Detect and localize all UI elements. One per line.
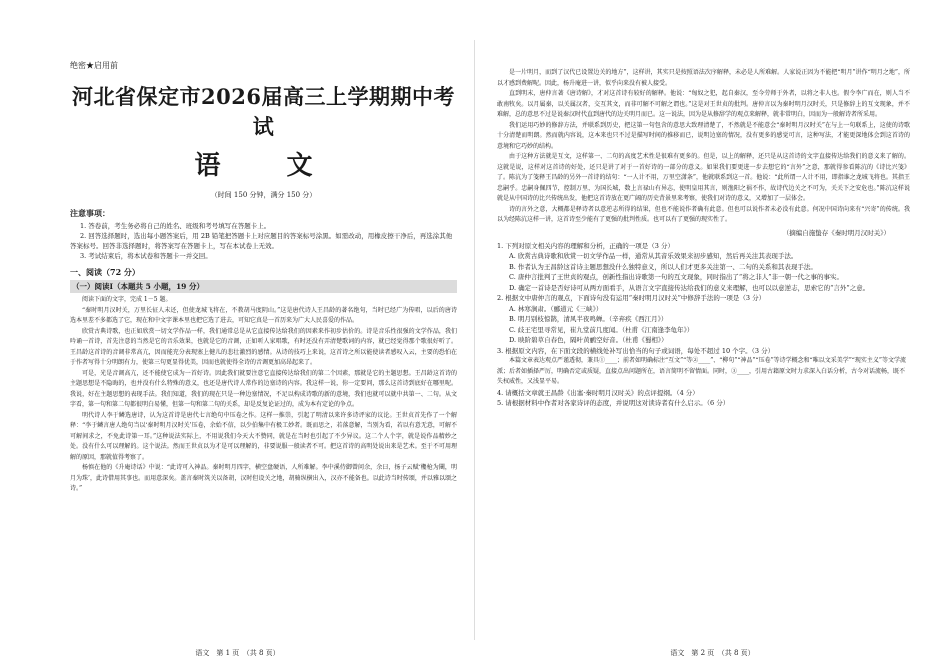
option-d: D. 映阶碧草自春色，隔叶黄鹂空好音。（杜甫《蜀相》） <box>509 336 668 344</box>
option-c: C. 歧王宅里寻常见，崔九堂前几度闻。（杜甫《江南逢李龟年》） <box>509 325 694 334</box>
page-footer: 语文 第 2 页 （共 8 页） <box>670 649 755 657</box>
passage-paragraph: 直到明末，唐仲言著《唐诗解》，才对这首诗有较好的解释。他说：“匈奴之犯，起自秦汉，至今劳师于外者，以将之非人也。假令李广而在，则人当不敢南牧矣。以月属秦，以关属汉者，交互其文，而非可解不可解之谓也。”这是对王世贞的批判。唐仲言以为秦时明月汉时关，只是修辞上的互文现象，并不难解，总的意思不过是说秦汉时代直到唐代的边关明月而已。这一说法，因为是从修辞学的观点来解释，就非常明白，因而为一般解诗者所采用。 <box>497 90 910 118</box>
passage-paragraph: 欣赏古典诗歌，也正如欣赏一切文学作品一样，我们通常总是从它直接传达给我们的因素来作初步估价的。诗是音乐性很强的文学作品，我们吟诵一首诗，首先注意的当然是它的音乐效果，也就是它的音调，正如听人家唱歌，有时还没有弄清楚歌词的内容，就已经觉得那个歌很好听了。王昌龄这首诗的音调非常高亢，因而能充分表现塞上健儿的悲壮激烈的感情。从诗的技巧上来说，这首诗之所以能使读者感叹入云，主要的恐怕在于作者写得十分明朗有力，使第三句更显得优美，因而也就使得全诗的音调更加高昂起来了。 <box>70 327 457 366</box>
fill-in-passage: 本篇文章表达观点严谨透彻，兼具①____；前者如明确标注“互文”“等②____”、“柳句”“神品”“压卷”等诗学概念和“唯以文采美学”“现实主义”等文学流派；后者如插择严厉，明确否定或质疑，直接点出问题所在，语言简明不留情面。同时，③____，引用古籍原文时力求深入白话分析，古今对话流畅，既不失权威性，又浅显平易。 <box>497 357 906 385</box>
passage-paragraph: 由于这种方法就是互文，这样第一、二句的高度艺术性是很难有更多的。但是，以上的解释，还只是从这首诗的文字直接传达给我们的意义来了解的。这就是说，这样对这首诗的好处，还只是讲了对于一首好诗的一部分的意义。如果我们要更进一步去想它的“言外”之意，那就得参看陈沆的《诗比兴笺》了。陈沆为了笺释王昌龄的另外一首诗的结句：“一人计不用，万里空潇条”，他就联系到这一首。他说：“此所谓一人计不用，即指谁之龙城飞将也。其指王忠嗣乎。忠嗣身佩四节，控制万里，为国长城，数上言禄山有异志，使明皇用其言，则渔阳之祸不作，故诗代边关之不可为，关关下之安危也。”陈沆这样说就是从中国诗的比兴传统出发，他把这首诗放在更广阔的历史背景里来考察，使我们对诗的意义，又增加了一层体会。 <box>497 153 910 202</box>
source-citation: （摘编自施蛰存《秦时明月汉时关》） <box>782 228 890 237</box>
passage-paragraph: “秦时明月汉时关，万里长征人未还，但使龙城飞将在，不教胡马度阴山。”这是唐代诗人王昌龄的著名绝句，当时已经广为传唱，以后的唐诗选本里差不多都选了它，现在和中文字课本里也把它选了进去，可知它真是一首历来为广大人民喜爱的作品。 <box>70 306 457 324</box>
option-d: D. 确定一首诗是否好诗可从两方面看手，从语言文字直接传达给我们的意义来理解，也可以以意逆志，思索它的“言外”之意。 <box>509 283 870 292</box>
passage-paragraph: 杨慎在他的《升庵诗话》中说：“此诗可入神品。秦时明月四字，横空盘硬语，人所难解。李中溪侍御曾问余，余曰，扬子云赋‘欃枪为闉，明月为珠’，此诗借用其事也。而用意深矣。盖言秦时筑关以备胡，汉时但设关之地，胡骑纵横出入，汉亦不能备也。以此诗当时传颂，并以雅以颂之诗。” <box>70 464 457 492</box>
question-3: 3. 根据原文内容，在下面文段的横线处补写出恰当的句子或词语，每处不超过 10 个字。（3 分） <box>497 346 775 355</box>
option-a: A. 林寒涧肃。（郦道元《三峡》） <box>509 304 603 313</box>
passage-paragraph: 我们运用巧妙的修辞方法，并联系到历史，把这第一句包含的意思大致理清楚了，不然就是不能意会“秦时明月汉时关”在与上一句联系上，这使的诗歌十分清楚而明朗。然而就内容说，这本来也只不过是描写时间的推移而已，说明边塞的情况，没有更多的感觉可言，这种写法，才能更深地体会到这首诗的意境和它巧妙的结构。 <box>497 121 910 150</box>
question-4: 4. 请概括文章就王昌龄《出塞·秦时明月汉时关》的点评提纲。（4 分） <box>497 388 699 397</box>
passage-paragraph: 明代诗人李于鳞选唐诗，认为这首诗是唐代七言绝句中压卷之作。这样一推崇，引起了明清以来许多诗评家的议论。王世贞首先作了一个解释：“李于鳞言唐人绝句当以‘秦时明月汉时关’压卷，余始不信，以少伯集中有极工妙者。既而思之，若落意解，当别为看，若以有意无意，可解不可解间求之，不免此诗第一耳。”这种说法实际上，不用说我们今天大不赞同，就是在当时也引起了不少异议。这二个人个字，就是说作品精妙之处。没有什么可以理解的。这个说法。然而王世贞以为才是可以理解的，非要说服一般读者不可。把这首诗的高明处说出来是艺术。至于不可用理解的原因，那就值得考察了。 <box>70 411 457 461</box>
option-b: B. 明月别枝惊鹊，清风半夜鸣蝉。（辛弃疾《西江月》） <box>509 315 668 323</box>
page-footer: 语文 第 1 页 （共 8 页） <box>195 649 280 657</box>
passage-paragraph: 诗的言外之意，大概都是释诗者以意逆志所得的结果，但也不能说作者确有此意。但也可以说作者未必没有此意。何况中国诗向来有“兴寄”的传统。我以为经陈沆这样一讲，这首诗至少能有了更强的批判性质。也可以有了更强的现实性了。 <box>497 205 910 223</box>
question-2: 2. 根据文中唐仲言的观点，下面诗句没有运用“秦时明月汉时关”中修辞手法的一项是（3 分） <box>497 294 766 302</box>
exam-subject: 语 文 <box>194 151 333 181</box>
option-a: A. 欣赏古典诗歌和欣赏一切文学作品一样，通常从其音乐效果来初步感知，然后再关注其表现手法。 <box>509 252 798 260</box>
secret-label: 绝密★启用前 <box>70 61 118 70</box>
page-2 <box>475 0 950 672</box>
option-c: C. 唐仲言批判了王世贞的观点，创新性指出诗歌第一句的互文现象，同时指出了“将之非人”非一朝一代之事的事实。 <box>509 273 844 281</box>
note-item: 2. 回答选择题时，选出每小题答案后，用 2B 铅笔把答题卡上对应题目的答案标号涂黑。如需改动，用橡皮擦干净后，再选涂其他答案标号。回答非选择题时，将答案写在答题卡上，写在本试卷上无效。 <box>70 232 453 250</box>
passage-paragraph: 可是，光是音调高亢，还不能使它成为一首好诗。因此我们就要注意它直接传达给我们的第二个因素，那就是它的主题思想。王昌龄这首诗的主题思想是不隐晦的，也并没有什么特殊的意义，也还是唐代诗人常作的边塞诗的内容。我这样一说，你一定要问，那么这首诗到底好在哪里呢。我说，好在主题思想的表现手法。我们知道，我们的现在只是一种边塞情况，不足以构成诗歌的新的意境，我们也就可以就中共第一、二句。从文字看，第一句和第二句都很明白易懂，但第一句和第二句的关系，却是反复论证过的，成为本有定论的争点。 <box>70 369 457 408</box>
question-5: 5. 请根据材料中作者对各家诗评的态度，并说明这对读诗者有什么启示。（6 分） <box>497 399 730 407</box>
question-1: 1. 下列对原文相关内容的理解和分析，正确的一项是（3 分） <box>497 241 674 250</box>
subsection-heading: （一）阅读Ⅰ（本题共 5 小题，19 分） <box>70 280 457 293</box>
time-info: （时间 150 分钟，满分 150 分） <box>210 191 317 199</box>
note-item: 1. 答卷前，考生务必将自己的姓名、班级和考号填写在答题卡上。 <box>80 222 271 230</box>
passage-paragraph: 是一片明月，而到了汉代已设置边关的地方”，这样讲，其实只是按照语法次序解释，未必是人所难解。人家说正因为不能把“明月”讲作“明月之地”，所以才感到费解呢。因此，杨升庵进一讲，似乎向来没有被人接受。 <box>497 69 910 87</box>
notes-heading: 注意事项： <box>70 208 110 218</box>
option-b: B. 作者认为王昌龄这首诗主题思想没什么独特意义，所以人们才更多关注第一、二句的关系和其表现手法。 <box>509 262 817 271</box>
exam-title: 河北省保定市2026届高三上学期期中考试 <box>72 84 455 139</box>
instruction: 阅读下面的文字，完成 1－5 题。 <box>82 296 172 303</box>
section-heading: 一、阅读（72 分） <box>70 267 140 277</box>
note-item: 3. 考试结束后，将本试卷和答题卡一并交回。 <box>80 252 212 260</box>
